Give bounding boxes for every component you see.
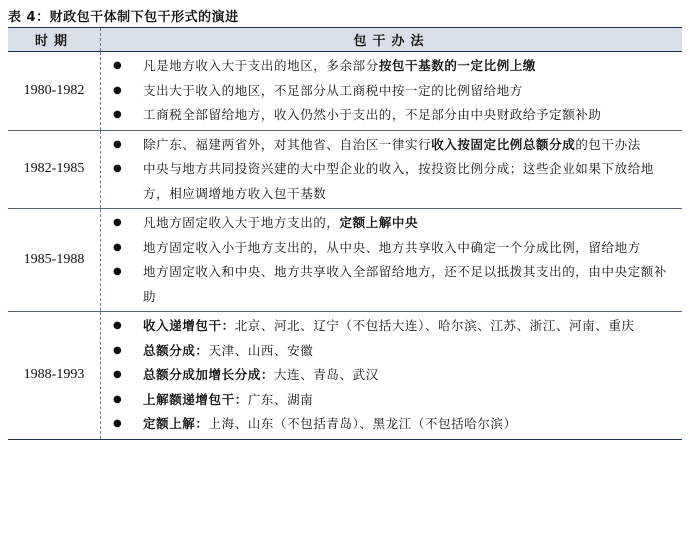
item-text: 地方固定收入小于地方支出的，从中央、地方共享收入中确定一个分成比例，留给地方: [143, 239, 641, 255]
item-text: 广东、湖南: [247, 391, 314, 407]
table-row: [8, 209, 682, 312]
period-cell: 1988-1993: [8, 312, 101, 440]
bullet-icon: ●: [113, 320, 123, 331]
item-text: 除广东、福建两省外，对其他省、自治区一律实行: [143, 136, 432, 152]
bullet-icon: ●: [113, 217, 123, 228]
table-row: [8, 52, 682, 131]
item-text: 大连、青岛、武汉: [274, 367, 379, 382]
method-cell: [101, 130, 683, 209]
list-item: [101, 157, 682, 206]
bullet-icon: ●: [113, 393, 123, 405]
bullet-icon: ●: [113, 344, 123, 356]
list-item: [101, 103, 682, 128]
list-item: [101, 133, 682, 158]
item-text: 上海、山东（不包括青岛）、黑龙江（不包括哈尔滨）: [208, 416, 517, 431]
bullet-icon: ●: [113, 266, 123, 277]
list-item: [101, 79, 682, 104]
bullet-icon: ●: [113, 109, 123, 120]
bullet-icon: ●: [113, 60, 123, 71]
list-item: [101, 388, 682, 413]
item-bold-text: 按包干基数的一定比例上缴: [378, 58, 537, 73]
bullet-icon: ●: [113, 418, 123, 429]
list-item: [101, 412, 682, 437]
item-bold-text: 收入按固定比例总额分成: [431, 136, 576, 152]
item-bold-text: 定额上解：: [143, 416, 209, 431]
item-text: 支出大于收入的地区，不足部分从工商税中按一定的比例留给地方: [143, 82, 523, 98]
period-cell: 1982-1985: [8, 130, 101, 209]
bullet-icon: ●: [113, 369, 123, 380]
list-item: [101, 54, 682, 79]
item-bold-text: 上解额递增包干：: [143, 391, 248, 407]
item-text: 凡地方固定收入大于地方支出的，: [143, 215, 340, 230]
item-text: 北京、河北、辽宁（不包括大连）、哈尔滨、江苏、浙江、河南、重庆: [234, 318, 635, 333]
period-cell: 1980-1982: [8, 52, 101, 131]
item-bold-text: 总额分成加增长分成：: [143, 367, 275, 382]
list-item: [101, 236, 682, 261]
list-item: [101, 211, 682, 236]
table-caption: 表 4：财政包干体制下包干形式的演进: [8, 10, 239, 25]
table-row: [8, 312, 682, 440]
item-text: 的包干办法: [575, 136, 641, 152]
header-row: [8, 28, 682, 52]
item-bold-text: 定额上解中央: [339, 215, 419, 230]
bullet-icon: ●: [113, 84, 123, 96]
item-text: 地方固定收入和中央、地方共享收入全部留给地方，还不足以抵拨其支出的，由中央定额补助: [143, 264, 668, 304]
table-row: [8, 130, 682, 209]
item-text: 凡是地方收入大于支出的地区，多余部分: [143, 58, 379, 73]
method-cell: [101, 52, 683, 131]
item-text: 工商税全部留给地方，收入仍然小于支出的，不足部分由中央财政给予定额补助: [143, 107, 602, 122]
bullet-icon: ●: [113, 163, 123, 174]
item-bold-text: 收入递增包干：: [143, 318, 235, 333]
fiscal-contract-table: [8, 27, 682, 440]
method-cell: [101, 209, 683, 312]
list-item: [101, 363, 682, 388]
bullet-icon: ●: [113, 138, 123, 150]
bullet-icon: ●: [113, 241, 123, 253]
item-text: 中央与地方共同投资兴建的大中型企业的收入，按投资比例分成；这些企业如果下放给地方，相应调增地方收入包干基数: [143, 161, 654, 201]
list-item: [101, 339, 682, 364]
item-text: 天津、山西、安徽: [208, 342, 314, 358]
header-method: 包干办法: [101, 28, 683, 52]
item-bold-text: 总额分成：: [143, 342, 209, 358]
list-item: [101, 314, 682, 339]
period-cell: 1985-1988: [8, 209, 101, 312]
header-period: 时期: [8, 28, 101, 52]
method-cell: [101, 312, 683, 440]
list-item: [101, 260, 682, 309]
